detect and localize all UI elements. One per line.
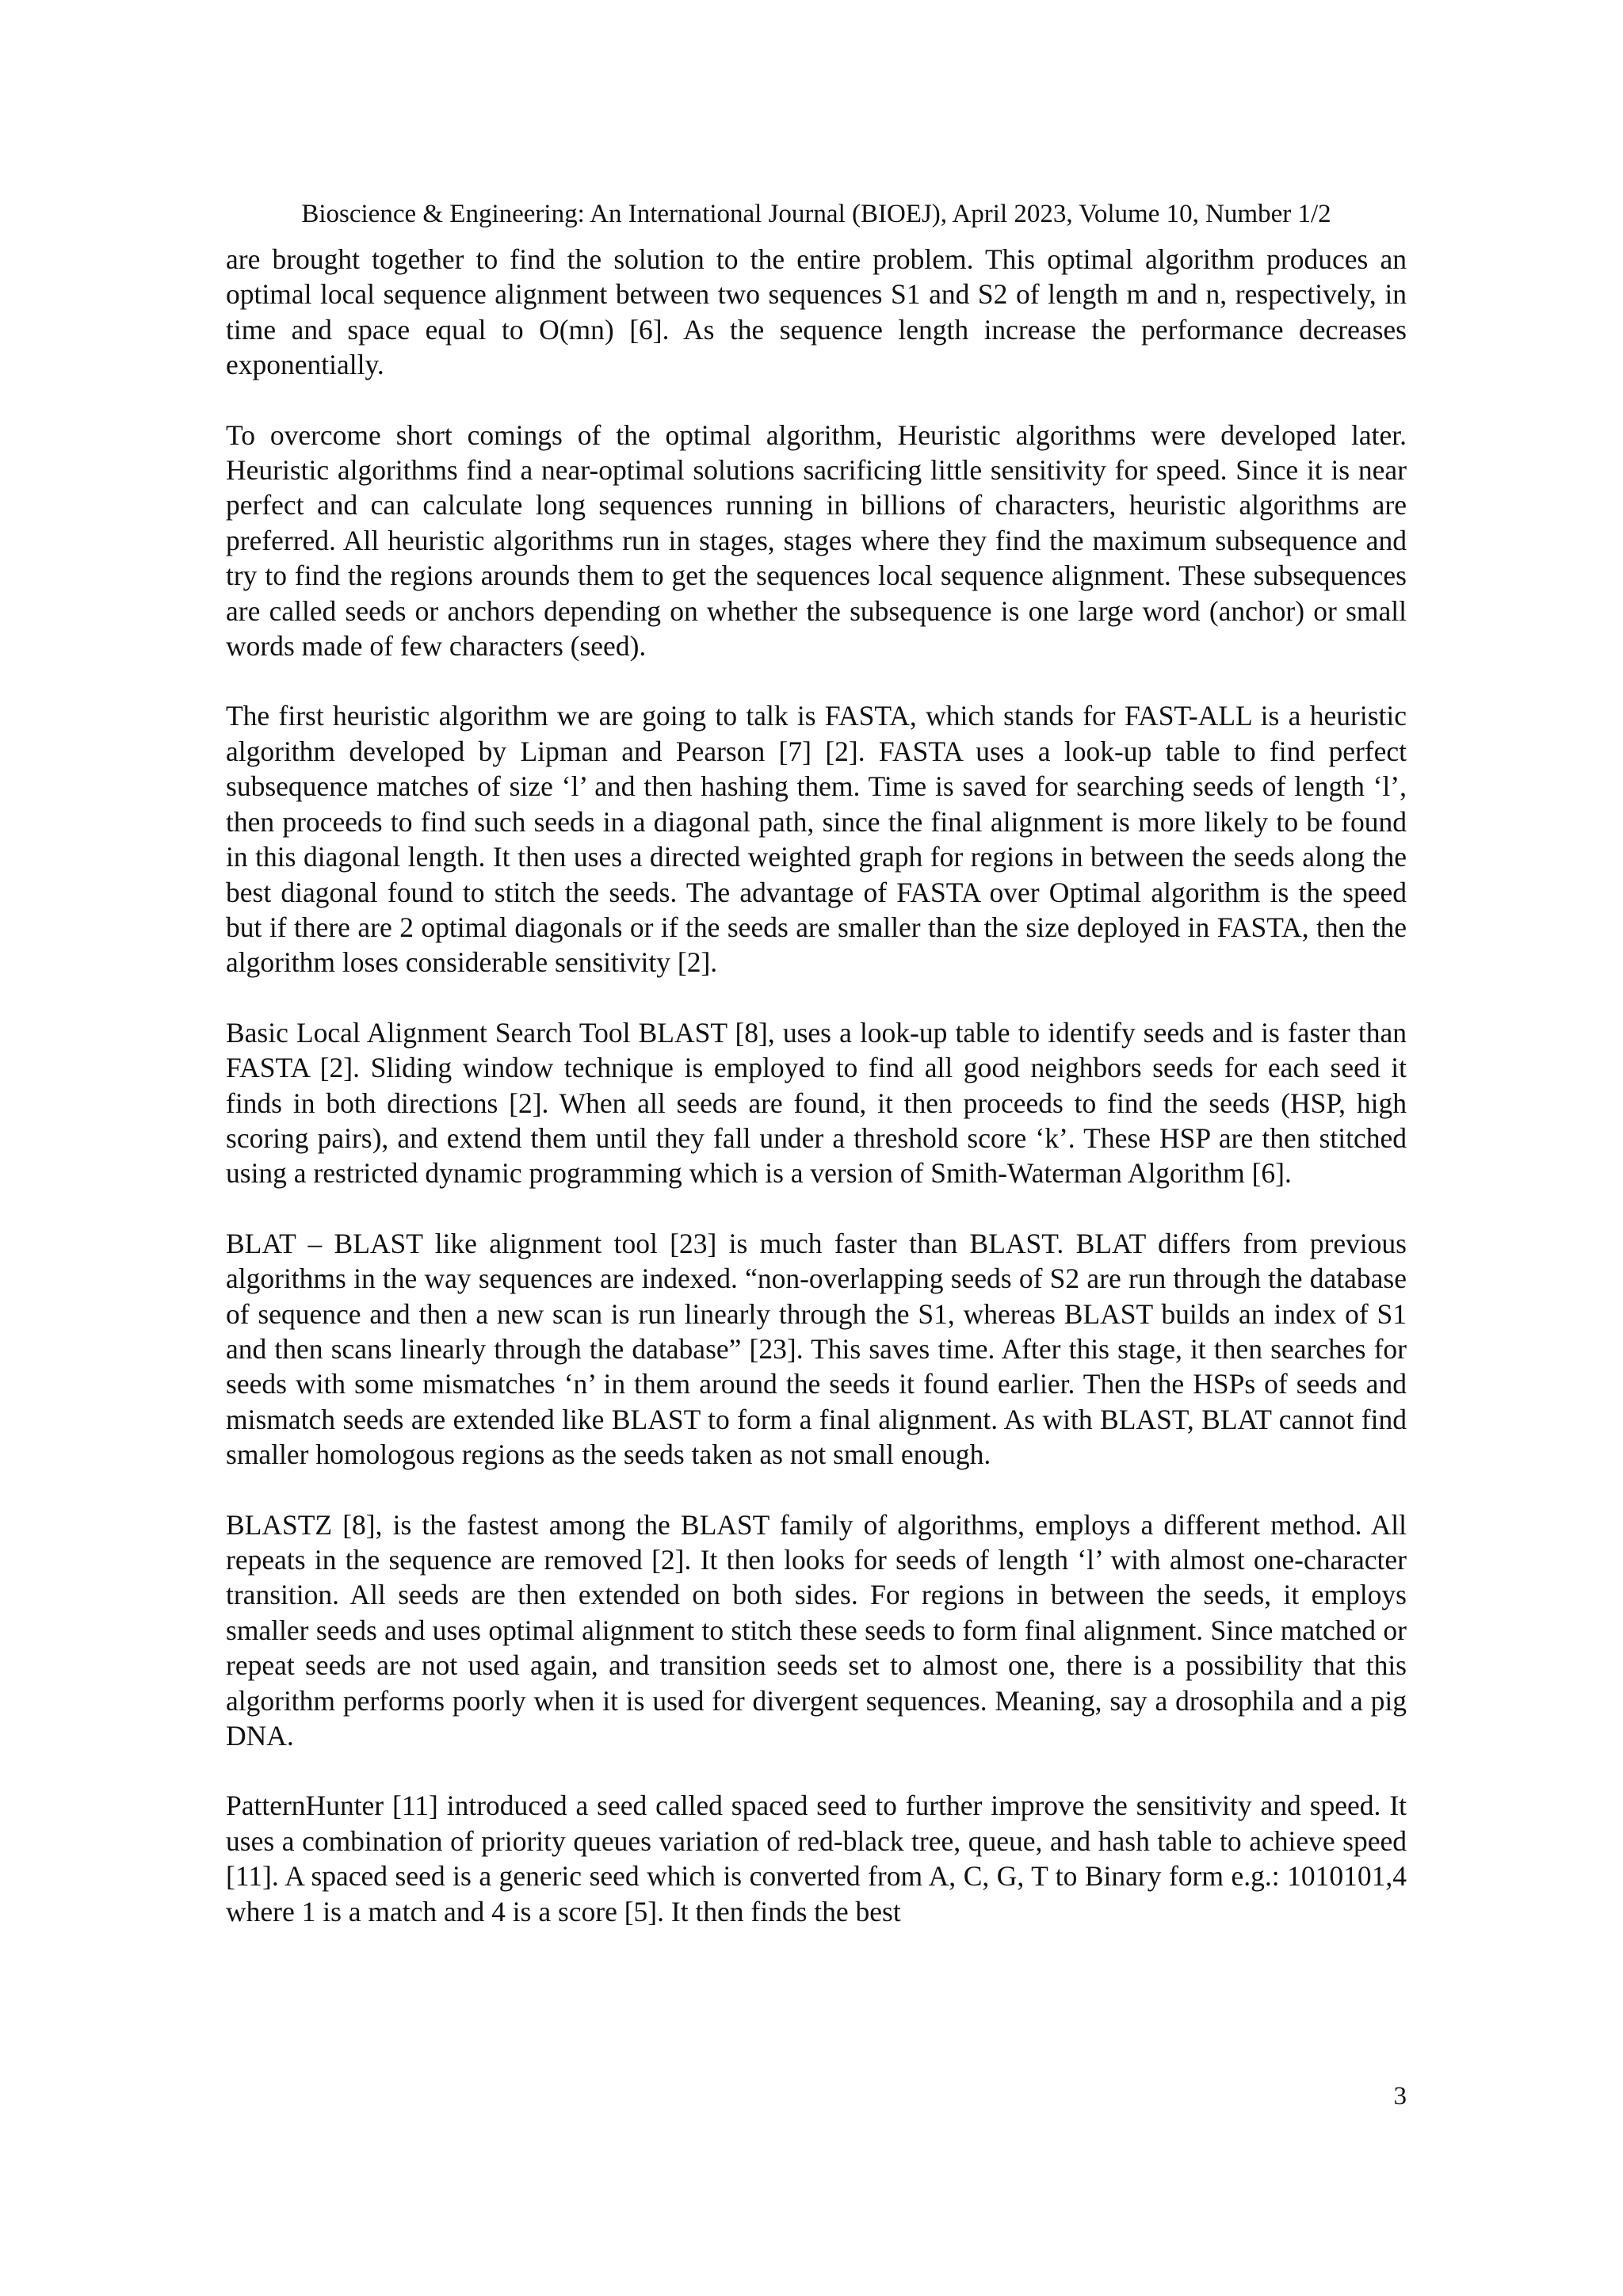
paragraph-blat: BLAT – BLAST like alignment tool [23] is much faster than BLAST. BLAT differs from previous algorithms in the way sequences are indexed. “non-overlapping seeds of S2 are run through the database of sequence and then a new scan is run linearly through the S1, whereas BLAST builds an index of S1 and then scans linearly through the database” [23]. This saves time. After this stage, it then searches for seeds with some mismatches ‘n’ in them around the seeds it found earlier. Then the HSPs of seeds and mismatch seeds are extended like BLAST to form a final alignment. As with BLAST, BLAT cannot find smaller homologous regions as the seeds taken as not small enough. [226, 1227, 1407, 1471]
paragraph-heuristic-algorithms: To overcome short comings of the optimal algorithm, Heuristic algorithms were developed later. Heuristic algorithms find a near-optimal solutions sacrificing little sensitivity for speed. Since it is near perfect and can calculate long sequences running in billions of characters, heuristic algorithms are preferred. All heuristic algorithms run in stages, stages where they find the maximum subsequence and try to find the regions arounds them to get the sequences local sequence alignment. These subsequences are called seeds or anchors depending on whether the subsequence is one large word (anchor) or small words made of few characters (seed). [226, 418, 1407, 663]
page-number: 3 [1393, 2082, 1407, 2111]
paragraph-patternhunter: PatternHunter [11] introduced a seed called spaced seed to further improve the sensitivity and speed. It uses a combination of priority queues variation of red-black tree, queue, and hash table to achieve speed [11]. A spaced seed is a generic seed which is converted from A, C, G, T to Binary form e.g.: 1010101,4 where 1 is a match and 4 is a score [5]. It then finds the best [226, 1790, 1407, 1927]
paragraph-blast: Basic Local Alignment Search Tool BLAST [8], uses a look-up table to identify seeds and is faster than FASTA [2]. Sliding window technique is employed to find all good neighbors seeds for each seed it finds in both directions [2]. When all seeds are found, it then proceeds to find the seeds (HSP, high scoring pairs), and extend them until they fall under a threshold score ‘k’. These HSP are then stitched using a restricted dynamic programming which is a version of Smith-Waterman Algorithm [6]. [226, 1016, 1407, 1190]
paragraph-optimal-algorithm: are brought together to find the solution to the entire problem. This optimal algorithm produces an optimal local sequence alignment between two sequences S1 and S2 of length m and n, respectively, in time and space equal to O(mn) [6]. As the sequence length increase the performance decreases exponentially. [226, 243, 1407, 381]
paragraph-blastz: BLASTZ [8], is the fastest among the BLAST family of algorithms, employs a different method. All repeats in the sequence are removed [2]. It then looks for seeds of length ‘l’ with almost one-character transition. All seeds are then extended on both sides. For regions in between the seeds, it employs smaller seeds and uses optimal alignment to stitch these seeds to form final alignment. Since matched or repeat seeds are not used again, and transition seeds set to almost one, there is a possibility that this algorithm performs poorly when it is used for divergent sequences. Meaning, say a drosophila and a pig DNA. [226, 1508, 1407, 1752]
paragraph-fasta: The first heuristic algorithm we are going to talk is FASTA, which stands for FAST-ALL is a heuristic algorithm developed by Lipman and Pearson [7] [2]. FASTA uses a look-up table to find perfect subsequence matches of size ‘l’ and then hashing them. Time is saved for searching seeds of length ‘l’, then proceeds to find such seeds in a diagonal path, since the final alignment is more likely to be found in this diagonal length. It then uses a directed weighted graph for regions in between the seeds along the best diagonal found to stitch the seeds. The advantage of FASTA over Optimal algorithm is the speed but if there are 2 optimal diagonals or if the seeds are smaller than the size deployed in FASTA, then the algorithm loses considerable sensitivity [2]. [226, 700, 1407, 979]
body-text [226, 242, 1407, 1929]
running-header: Bioscience & Engineering: An International Journal (BIOEJ), April 2023, Volume 10, Number 1/2 [301, 200, 1331, 228]
